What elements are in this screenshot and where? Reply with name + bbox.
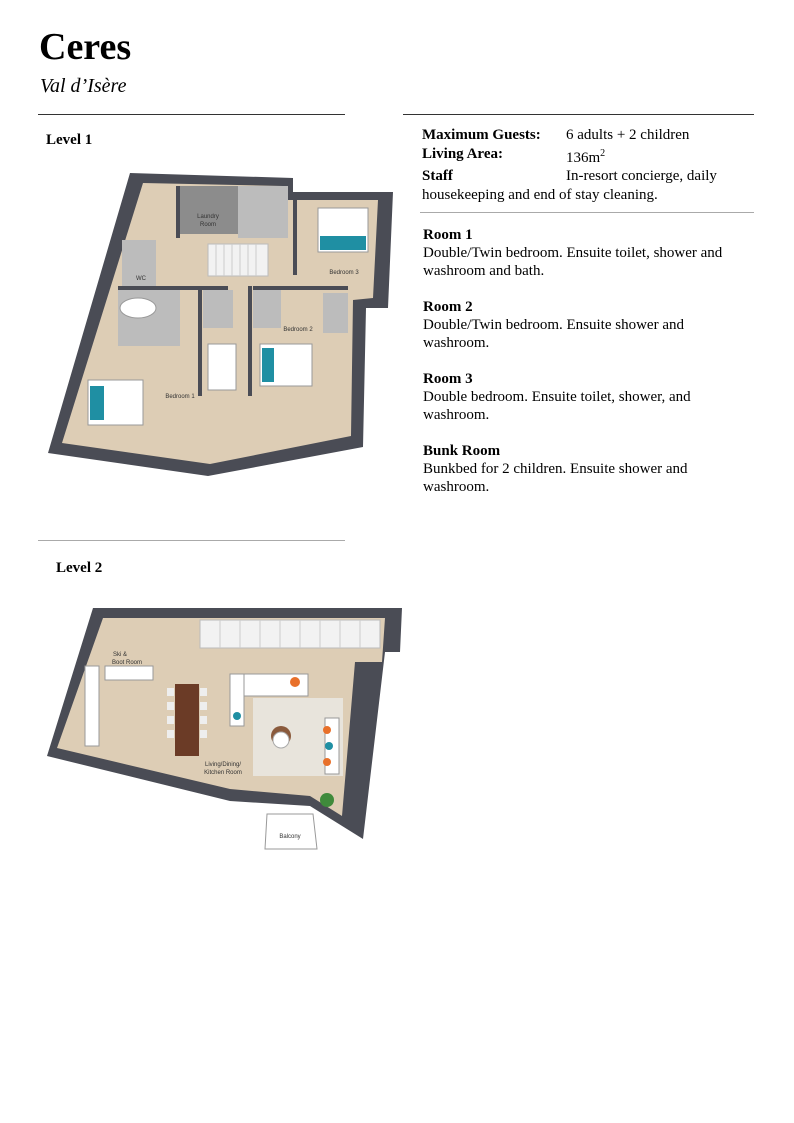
fact-staff-label: Staff — [422, 168, 453, 184]
bed-room-2 — [260, 344, 312, 386]
divider-right-top — [403, 114, 754, 115]
fact-area — [422, 145, 752, 168]
armchairs — [323, 718, 339, 774]
room-entry — [423, 298, 753, 352]
page-subtitle: Val d’Isère — [40, 75, 127, 97]
ensuite-3 — [238, 186, 288, 238]
bathroom-1 — [118, 288, 180, 346]
label-living-room: Living/Dining/ — [204, 762, 242, 768]
fact-staff-value-first: In-resort concierge, daily — [566, 168, 717, 184]
fact-area-label: Living Area: — [422, 145, 503, 162]
room-entry — [423, 370, 753, 424]
divider-left-top — [38, 114, 345, 115]
bed-bunk — [208, 344, 236, 390]
label-ski-room-2: Boot Room — [111, 660, 143, 666]
room-entry — [423, 442, 753, 496]
page-title: Ceres — [39, 26, 132, 68]
balcony-area — [265, 814, 317, 849]
fact-area-value: 136m — [566, 149, 601, 166]
room-description: Double/Twin bedroom. Ensuite shower and washroom. — [423, 317, 684, 351]
fact-guests-label: Maximum Guests: — [422, 127, 541, 143]
label-laundry-room: Laundry — [197, 214, 219, 220]
divider-right-facts — [420, 212, 754, 213]
room-entry — [423, 226, 753, 280]
bathroom-2 — [253, 290, 281, 328]
room-name: Room 2 — [423, 299, 473, 315]
room-name: Bunk Room — [423, 443, 501, 459]
label-living-room-2: Kitchen Room — [204, 770, 242, 776]
property-facts — [422, 126, 752, 204]
fact-guests-value: 6 adults + 2 children — [566, 127, 690, 143]
room-descriptions — [423, 226, 753, 514]
bed-room-1 — [88, 380, 143, 425]
room-description: Double/Twin bedroom. Ensuite toilet, shower and washroom and bath. — [423, 245, 723, 279]
level-1-floorplan — [48, 168, 396, 483]
bathroom-3 — [323, 293, 348, 333]
label-laundry-room-2: Room — [199, 222, 217, 228]
staircase-upper — [200, 620, 380, 648]
fact-area-unit: 2 — [600, 147, 606, 159]
label-ski-room: Ski & — [112, 652, 128, 658]
fact-staff-value-rest: housekeeping and end of stay cleaning. — [422, 186, 658, 203]
kitchen-counter — [85, 666, 99, 746]
label-bedroom-2: Bedroom 2 — [283, 327, 313, 333]
level-2-label: Level 2 — [56, 560, 103, 576]
fact-area-value-wrap — [566, 145, 605, 168]
fact-guests — [422, 126, 752, 145]
divider-level-2 — [38, 540, 345, 541]
staircase — [208, 244, 268, 276]
level-1-label: Level 1 — [46, 132, 93, 148]
bathroom-bunk — [203, 290, 233, 328]
label-bedroom-3: Bedroom 3 — [329, 270, 359, 276]
room-name: Room 1 — [423, 227, 473, 243]
bed-room-3 — [318, 208, 368, 252]
level-2-floorplan — [45, 606, 405, 851]
kitchen-island — [105, 666, 153, 680]
room-name: Room 3 — [423, 371, 473, 387]
fact-staff — [422, 167, 752, 186]
room-description: Bunkbed for 2 children. Ensuite shower and washroom. — [423, 461, 688, 495]
room-description: Double bedroom. Ensuite toilet, shower, and washroom. — [423, 389, 691, 423]
label-bedroom-1: Bedroom 1 — [165, 394, 195, 400]
plant — [320, 793, 334, 807]
label-wc: WC — [136, 276, 146, 282]
label-balcony: Balcony — [279, 834, 301, 840]
